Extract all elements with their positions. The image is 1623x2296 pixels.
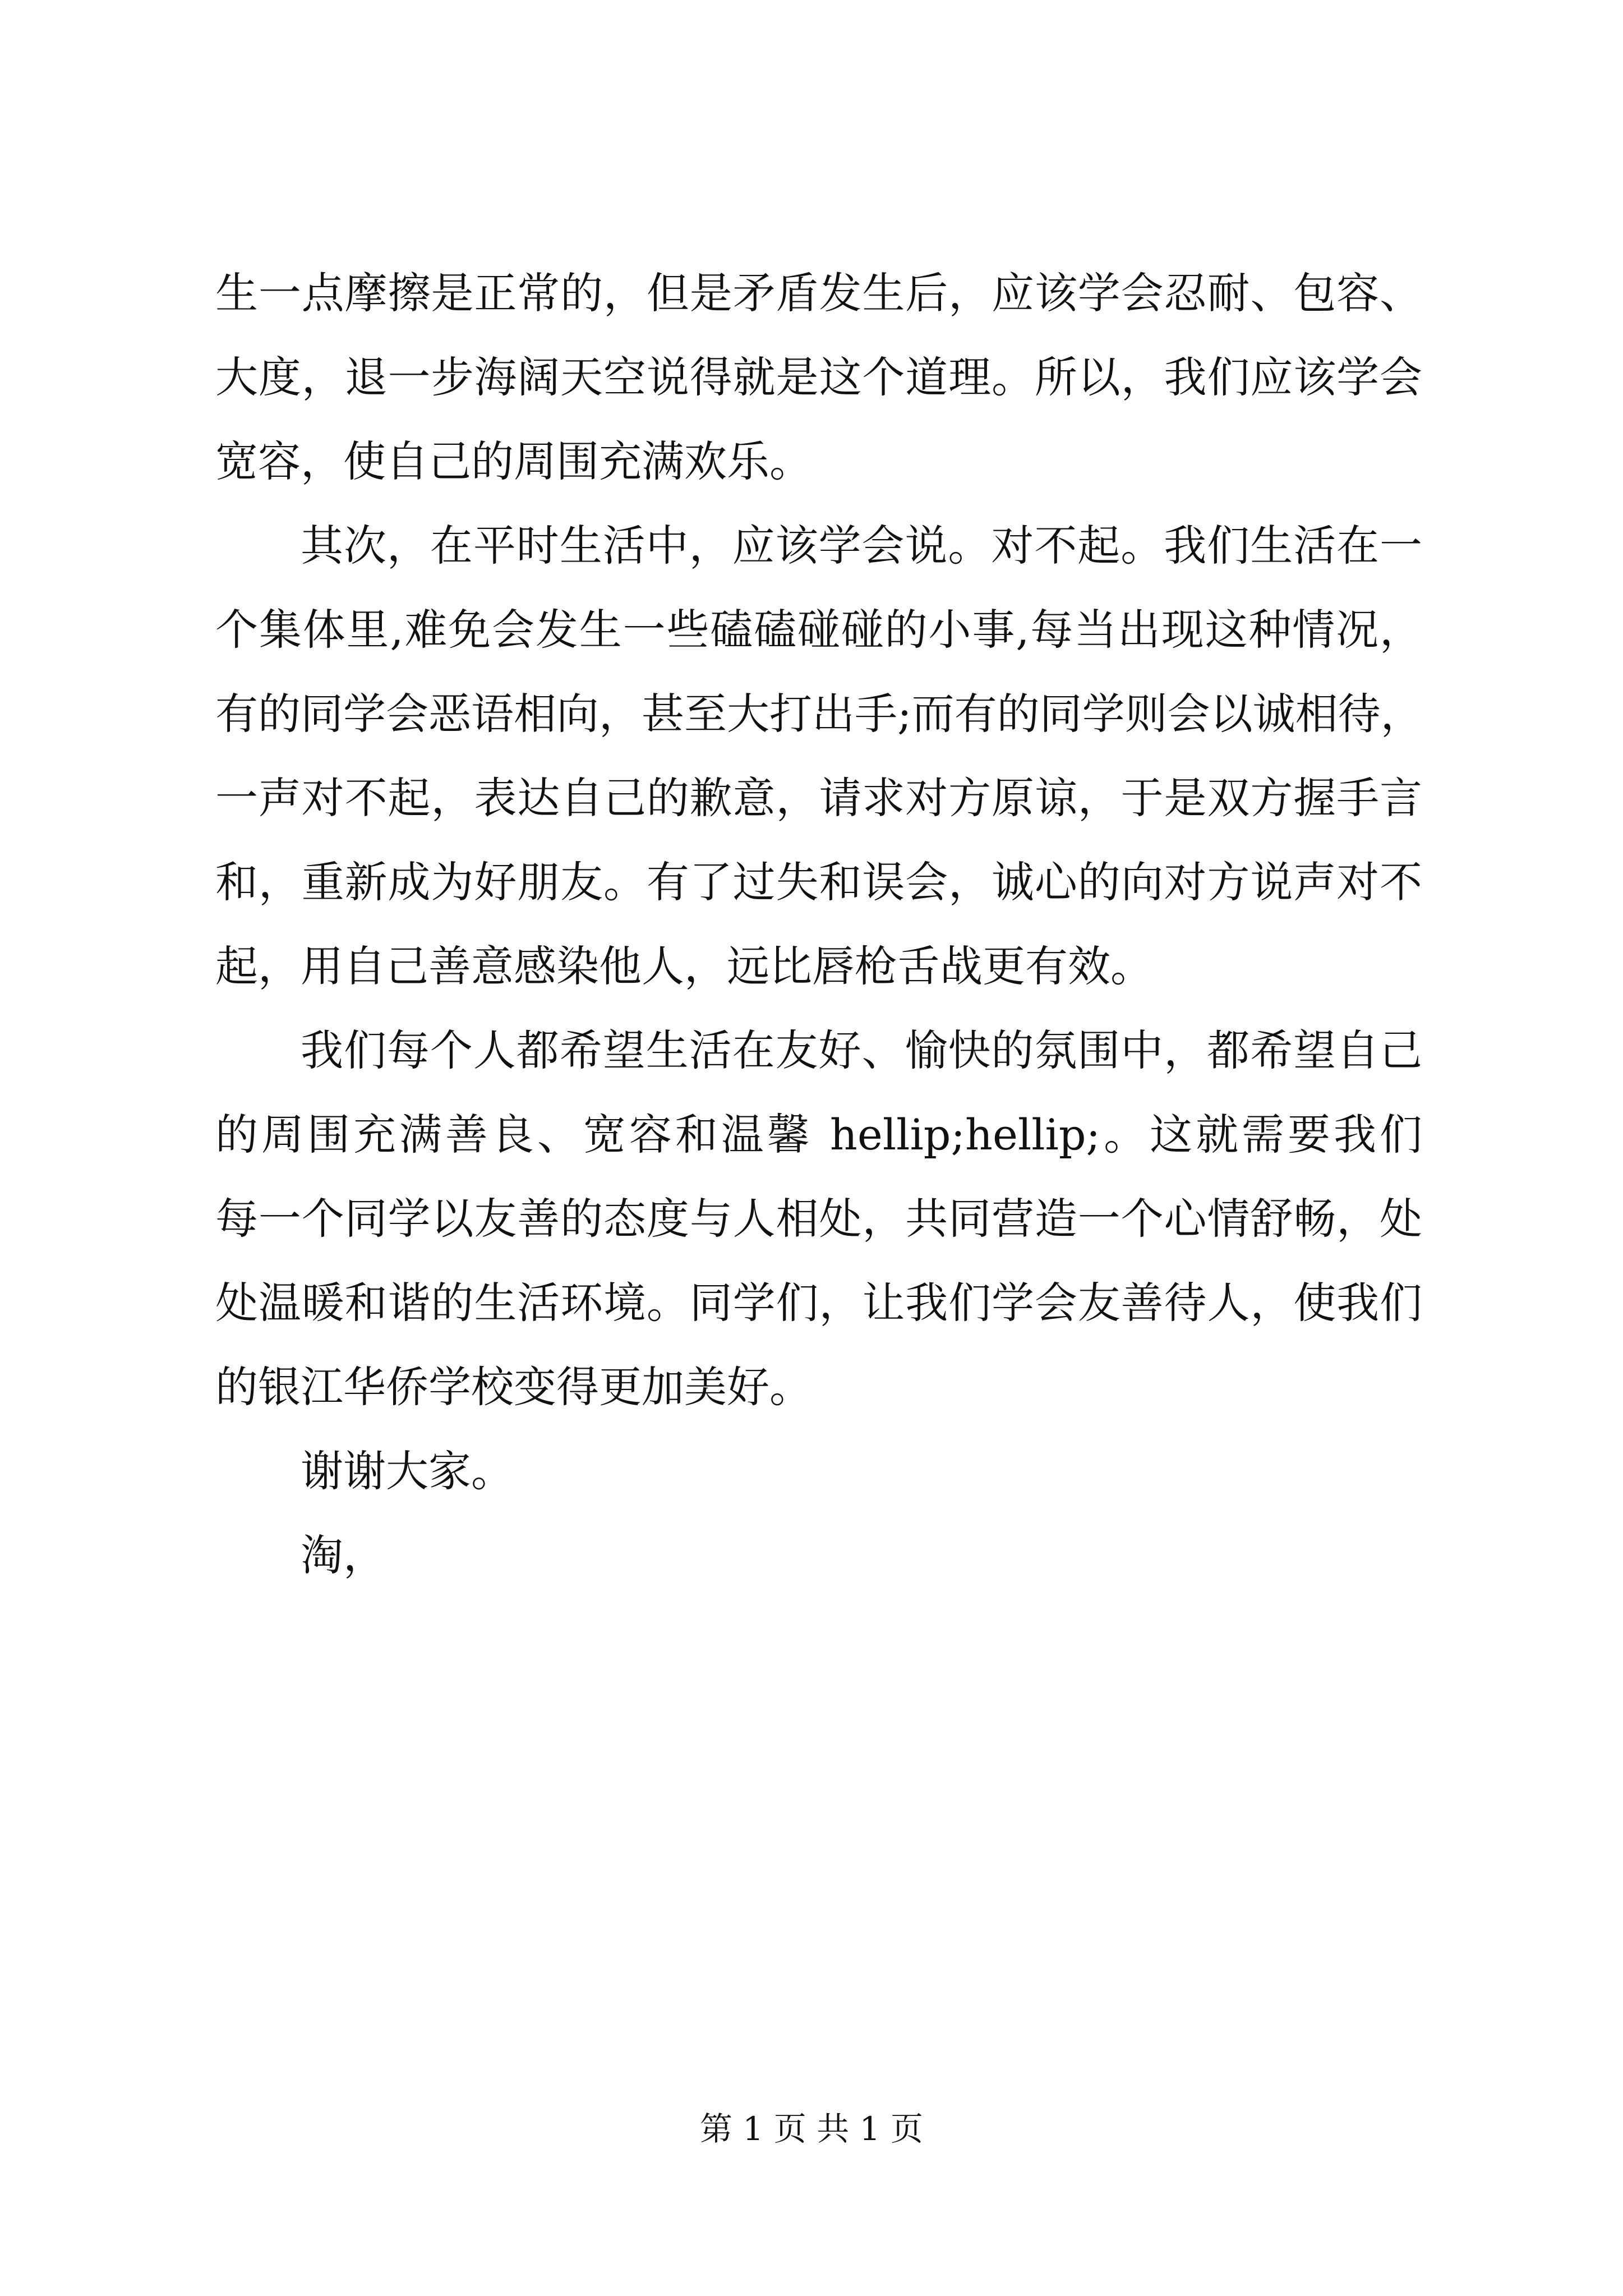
text-line: 起，用自己善意感染他人，远比唇枪舌战更有效。	[215, 941, 1153, 991]
text-line: 的银江华侨学校变得更加美好。	[215, 1362, 812, 1412]
text-line: 生一点摩擦是正常的，但是矛盾发生后，应该学会忍耐、包容、	[215, 268, 1422, 318]
paragraph-start-line: 其次，在平时生活中，应该学会说。对不起。我们生活在一	[301, 521, 1422, 570]
text-line: 的周围充满善良、宽容和温馨 hellip;hellip;。这就需要我们	[215, 1110, 1422, 1159]
text-line: 每一个同学以友善的态度与人相处，共同营造一个心情舒畅，处	[215, 1194, 1422, 1244]
paragraph-start-line: 谢谢大家。	[301, 1446, 514, 1496]
paragraph-start-line: 淘，	[301, 1530, 386, 1580]
page-number-footer: 第 1 页 共 1 页	[700, 2110, 923, 2148]
text-line: 宽容，使自己的周围充满欢乐。	[215, 436, 812, 486]
text-line: 有的同学会恶语相向，甚至大打出手;而有的同学则会以诚相待，	[215, 689, 1423, 739]
text-line: 个集体里,难免会发生一些磕磕碰碰的小事,每当出现这种情况，	[215, 605, 1422, 655]
paragraph-start-line: 我们每个人都希望生活在友好、愉快的氛围中，都希望自己	[301, 1025, 1422, 1075]
text-line: 处温暖和谐的生活环境。同学们，让我们学会友善待人，使我们	[215, 1278, 1422, 1328]
text-line: 和，重新成为好朋友。有了过失和误会，诚心的向对方说声对不	[215, 857, 1422, 907]
text-line: 大度，退一步海阔天空说得就是这个道理。所以，我们应该学会	[215, 352, 1422, 402]
text-line: 一声对不起，表达自己的歉意，请求对方原谅，于是双方握手言	[215, 773, 1422, 823]
